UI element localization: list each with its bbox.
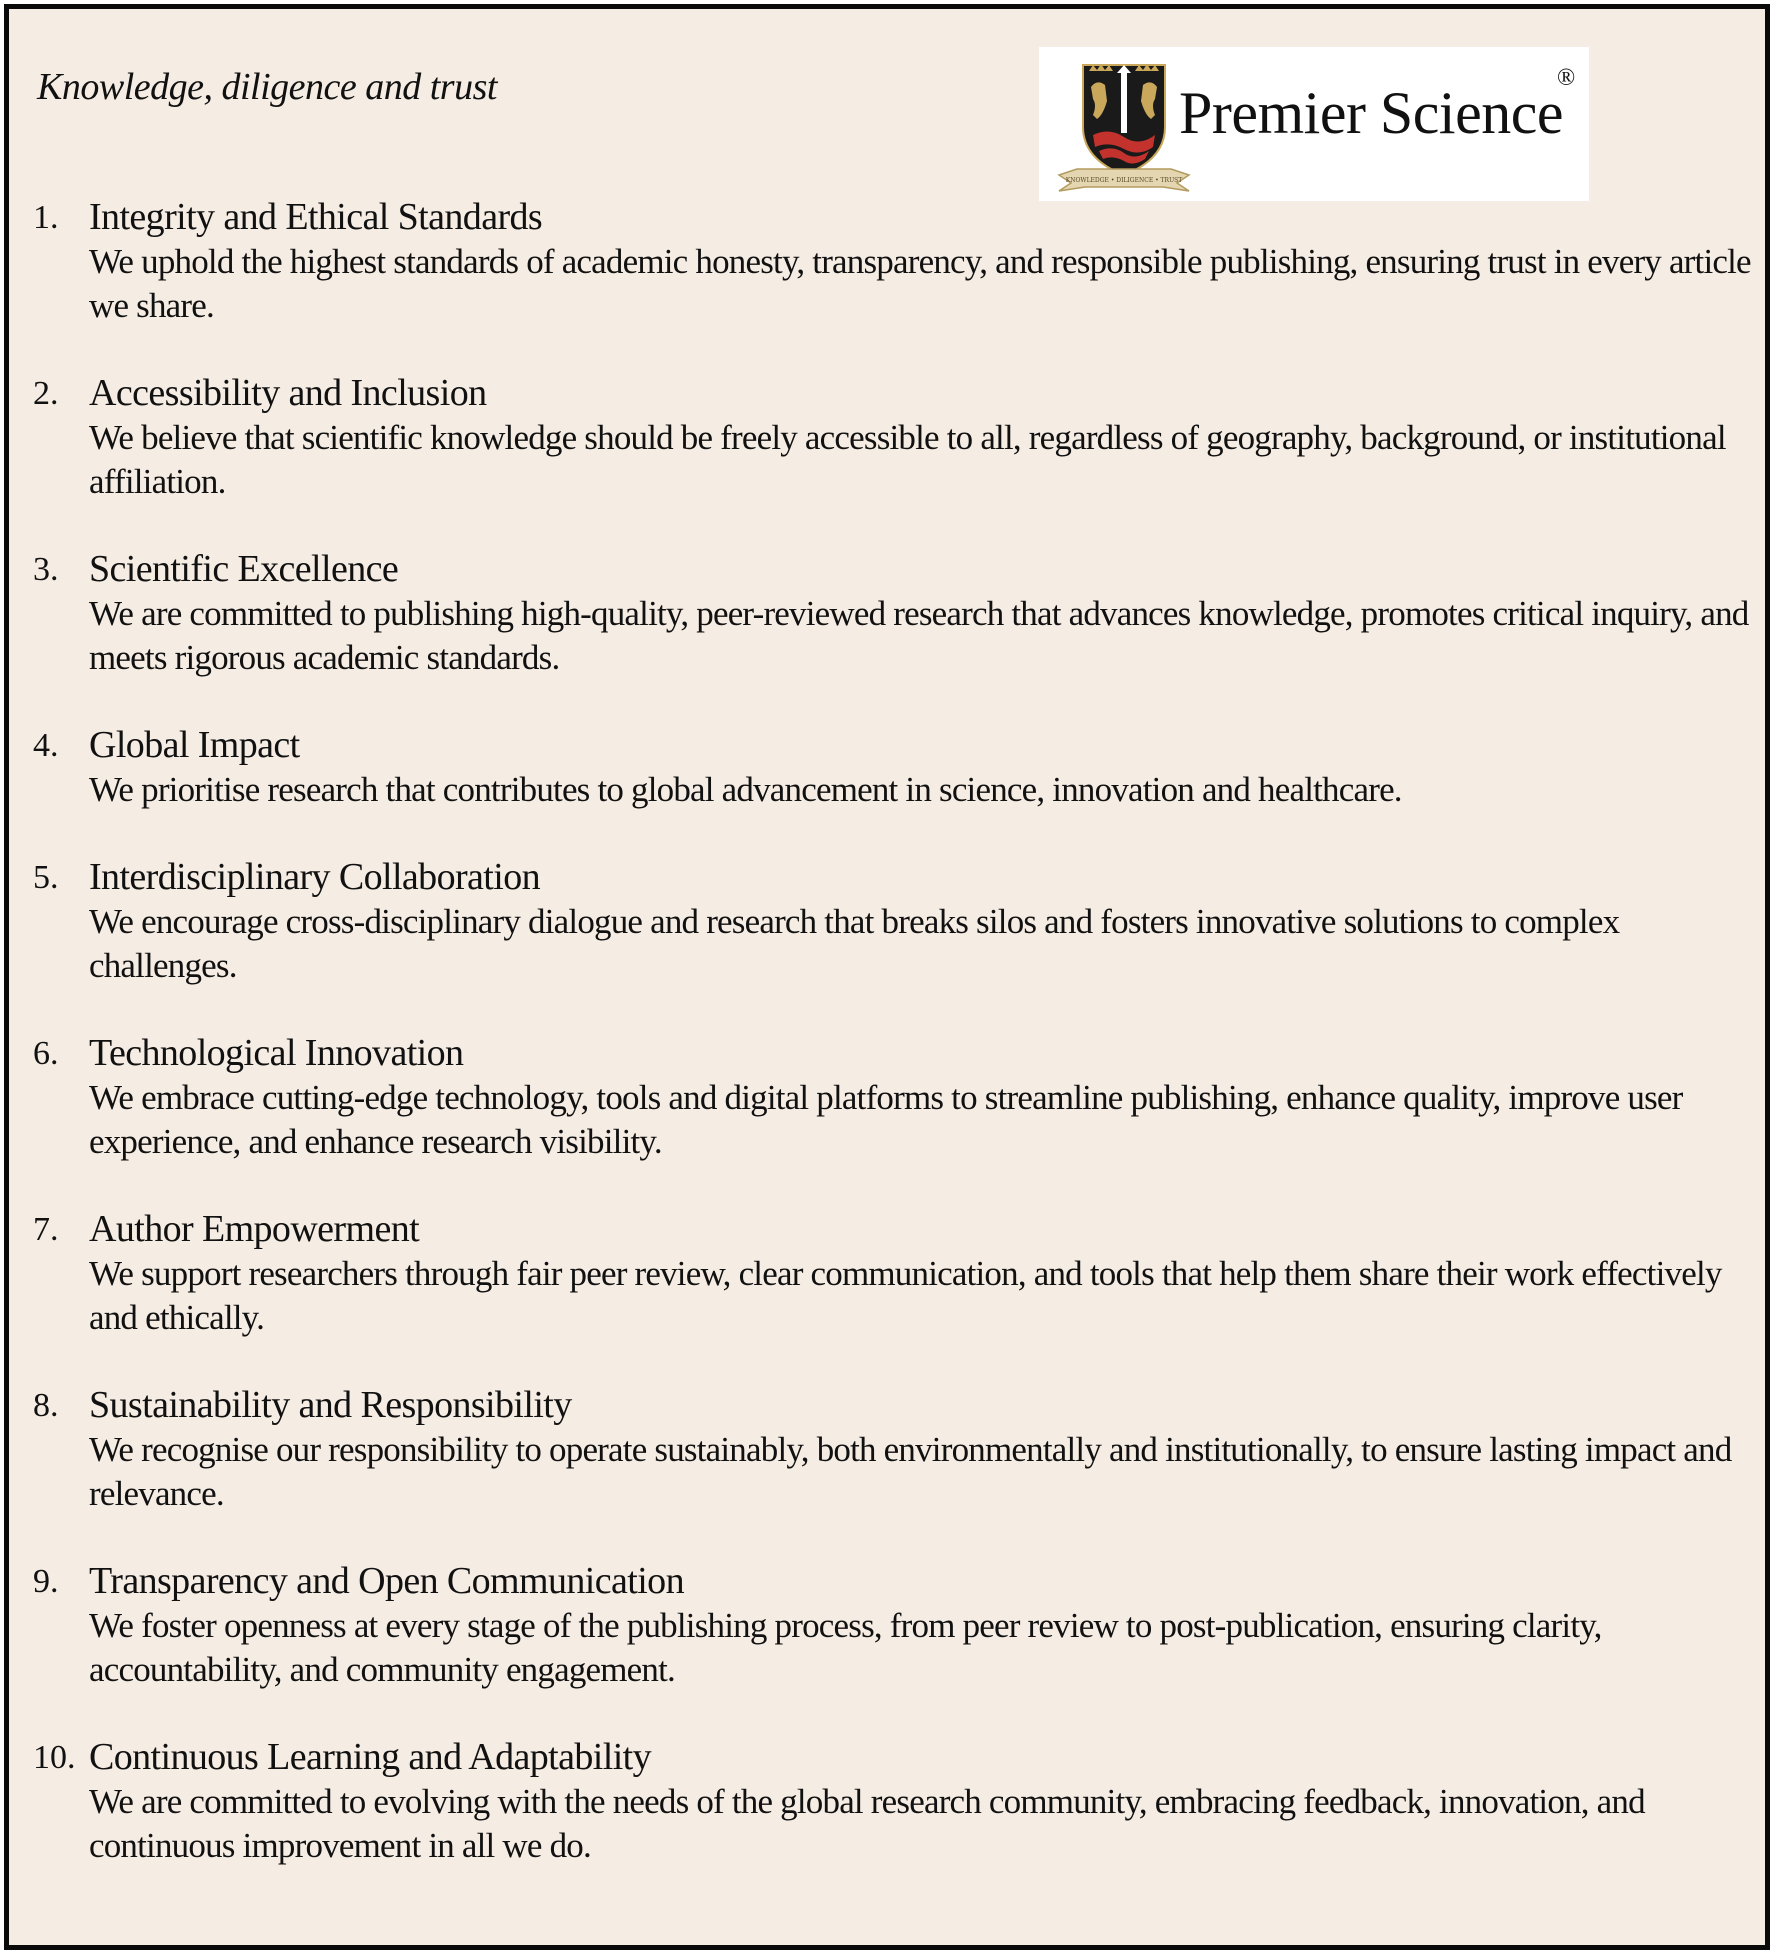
value-title: Integrity and Ethical Standards [89, 196, 543, 238]
value-title: Interdisciplinary Collaboration [89, 856, 541, 898]
value-title: Scientific Excellence [89, 548, 399, 590]
value-item [33, 1559, 1753, 1692]
value-title: Sustainability and Responsibility [89, 1384, 572, 1426]
value-description: We recognise our responsibility to operate sustainably, both environmentally and institutionally, to ensure lasting impact and relevance. [89, 1430, 1732, 1513]
value-description: We embrace cutting-edge technology, tools and digital platforms to streamline publishing, enhance quality, improve user experience, and enhance research visibility. [89, 1078, 1683, 1161]
value-number: 8. [33, 1387, 59, 1424]
heraldic-crest-icon [1053, 57, 1195, 195]
value-number: 4. [33, 727, 59, 764]
registered-mark: ® [1557, 65, 1576, 91]
value-number: 9. [33, 1563, 59, 1600]
value-title: Author Empowerment [89, 1208, 420, 1250]
value-item [33, 547, 1753, 680]
value-description: We believe that scientific knowledge should be freely accessible to all, regardless of geography, background, or institutional affiliation. [89, 418, 1726, 501]
document-frame [4, 4, 1770, 1950]
value-title: Accessibility and Inclusion [89, 372, 487, 414]
value-number: 3. [33, 551, 59, 588]
value-description: We prioritise research that contributes to global advancement in science, innovation and healthcare. [89, 770, 1402, 809]
value-item [33, 1383, 1753, 1516]
value-number: 7. [33, 1211, 59, 1248]
premier-science-logo [1039, 47, 1589, 201]
value-title: Global Impact [89, 724, 300, 766]
value-title: Technological Innovation [89, 1032, 464, 1074]
value-description: We are committed to evolving with the needs of the global research community, embracing feedback, innovation, and continuous improvement in all we do. [89, 1782, 1645, 1865]
value-description: We support researchers through fair peer review, clear communication, and tools that help them share their work effectively and ethically. [89, 1254, 1722, 1337]
value-number: 10. [33, 1739, 76, 1776]
value-description: We uphold the highest standards of academic honesty, transparency, and responsible publishing, ensuring trust in every article we share. [89, 242, 1751, 325]
values-list [33, 195, 1753, 1911]
crest-ribbon-text: KNOWLEDGE • DILIGENCE • TRUST [1065, 177, 1183, 184]
value-item [33, 855, 1753, 988]
value-title: Continuous Learning and Adaptability [89, 1736, 652, 1778]
value-item [33, 1735, 1753, 1868]
value-item [33, 1207, 1753, 1340]
value-item [33, 1031, 1753, 1164]
value-description: We encourage cross-disciplinary dialogue and research that breaks silos and fosters innovative solutions to complex challenges. [89, 902, 1620, 985]
value-item [33, 371, 1753, 504]
value-item [33, 195, 1753, 328]
value-number: 6. [33, 1035, 59, 1072]
value-number: 1. [33, 199, 59, 236]
value-description: We are committed to publishing high-quality, peer-reviewed research that advances knowledge, promotes critical inquiry, and meets rigorous academic standards. [89, 594, 1749, 677]
brand-name: Premier Science [1179, 80, 1563, 146]
value-number: 5. [33, 859, 59, 896]
value-item [33, 723, 1753, 812]
value-number: 2. [33, 375, 59, 412]
tagline: Knowledge, diligence and trust [37, 66, 497, 108]
value-description: We foster openness at every stage of the publishing process, from peer review to post-publication, ensuring clarity, accountability, and community engagement. [89, 1606, 1602, 1689]
value-title: Transparency and Open Communication [89, 1560, 684, 1602]
